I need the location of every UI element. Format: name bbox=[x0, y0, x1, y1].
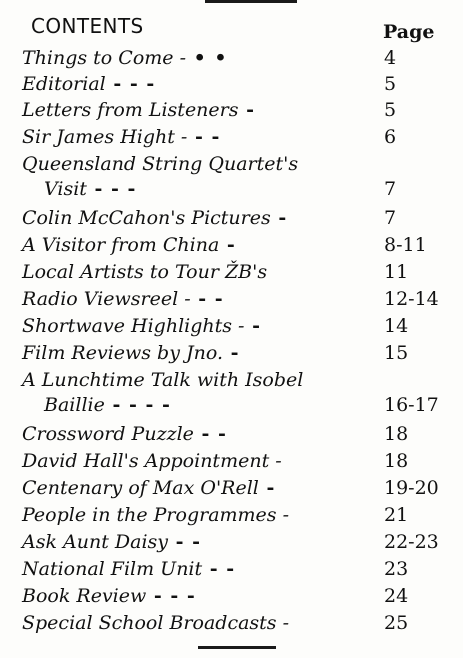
entry-page: 22-23 bbox=[384, 531, 439, 553]
toc-entry bbox=[22, 422, 442, 447]
entry-title: Queensland String Quartet's bbox=[22, 153, 299, 175]
entry-page: 6 bbox=[384, 126, 397, 148]
entry-title: David Hall's Appointment - bbox=[22, 450, 282, 472]
entry-page: 12-14 bbox=[384, 288, 439, 310]
entry-title: Special School Broadcasts - bbox=[22, 612, 290, 634]
toc-entry bbox=[22, 341, 442, 366]
toc-entry bbox=[22, 449, 442, 474]
entry-page: 15 bbox=[384, 342, 409, 364]
entry-page: 18 bbox=[384, 423, 409, 445]
entry-title: Film Reviews by Jno. - bbox=[22, 342, 240, 364]
entry-title: Sir James Hight - - - bbox=[22, 126, 221, 148]
toc-entry bbox=[22, 46, 442, 71]
top-rule bbox=[205, 0, 297, 3]
bottom-rule bbox=[198, 646, 276, 649]
toc-entry bbox=[22, 72, 442, 97]
entry-page: 25 bbox=[384, 612, 409, 634]
toc-entry bbox=[22, 476, 442, 501]
entry-page: 5 bbox=[384, 99, 397, 121]
toc-entry bbox=[22, 314, 442, 339]
toc-entry bbox=[22, 233, 442, 258]
page-column-heading: Page bbox=[383, 21, 435, 43]
entry-title: Crossword Puzzle - - bbox=[22, 423, 227, 445]
entry-page: 11 bbox=[384, 261, 409, 283]
entry-title: Ask Aunt Daisy - - bbox=[22, 531, 202, 553]
entry-page: 24 bbox=[384, 585, 409, 607]
entry-page: 8-11 bbox=[384, 234, 427, 256]
entry-title: Local Artists to Tour ŽB's bbox=[22, 261, 268, 283]
entry-title-continued: Baillie - - - - bbox=[44, 394, 171, 416]
entry-page: 7 bbox=[384, 178, 397, 200]
entry-title: Colin McCahon's Pictures - bbox=[22, 207, 288, 229]
entry-title: People in the Programmes - bbox=[22, 504, 290, 526]
toc-entry bbox=[22, 557, 442, 582]
entry-title: Centenary of Max O'Rell - bbox=[22, 477, 276, 499]
entry-title: Shortwave Highlights - - bbox=[22, 315, 261, 337]
entry-page: 19-20 bbox=[384, 477, 439, 499]
entry-title-continued: Visit - - - bbox=[44, 178, 137, 200]
toc-entry bbox=[22, 611, 442, 636]
entry-title: A Lunchtime Talk with Isobel bbox=[22, 369, 304, 391]
entry-page: 14 bbox=[384, 315, 409, 337]
toc-entry bbox=[22, 503, 442, 528]
entry-title: National Film Unit - - bbox=[22, 558, 236, 580]
entry-page: 23 bbox=[384, 558, 409, 580]
toc-entry bbox=[22, 260, 442, 285]
toc-entry bbox=[22, 530, 442, 555]
entry-page: 21 bbox=[384, 504, 409, 526]
toc-entry bbox=[22, 206, 442, 231]
contents-heading: CONTENTS bbox=[31, 14, 144, 38]
toc-entry bbox=[22, 287, 442, 312]
toc-entry bbox=[22, 98, 442, 123]
entry-title: Book Review - - - bbox=[22, 585, 196, 607]
entry-page: 5 bbox=[384, 73, 397, 95]
toc-entry bbox=[22, 125, 442, 150]
entry-page: 4 bbox=[384, 47, 397, 69]
entry-title: Radio Viewsreel - - - bbox=[22, 288, 224, 310]
entry-title: Letters from Listeners - bbox=[22, 99, 256, 121]
entry-page: 16-17 bbox=[384, 394, 439, 416]
entry-title: Editorial - - - bbox=[22, 73, 156, 95]
entry-title: A Visitor from China - bbox=[22, 234, 236, 256]
entry-page: 18 bbox=[384, 450, 409, 472]
entry-title: Things to Come - • • bbox=[22, 47, 228, 69]
entry-page: 7 bbox=[384, 207, 397, 229]
toc-entry bbox=[22, 584, 442, 609]
toc-entry bbox=[22, 368, 442, 418]
toc-entry bbox=[22, 152, 442, 202]
